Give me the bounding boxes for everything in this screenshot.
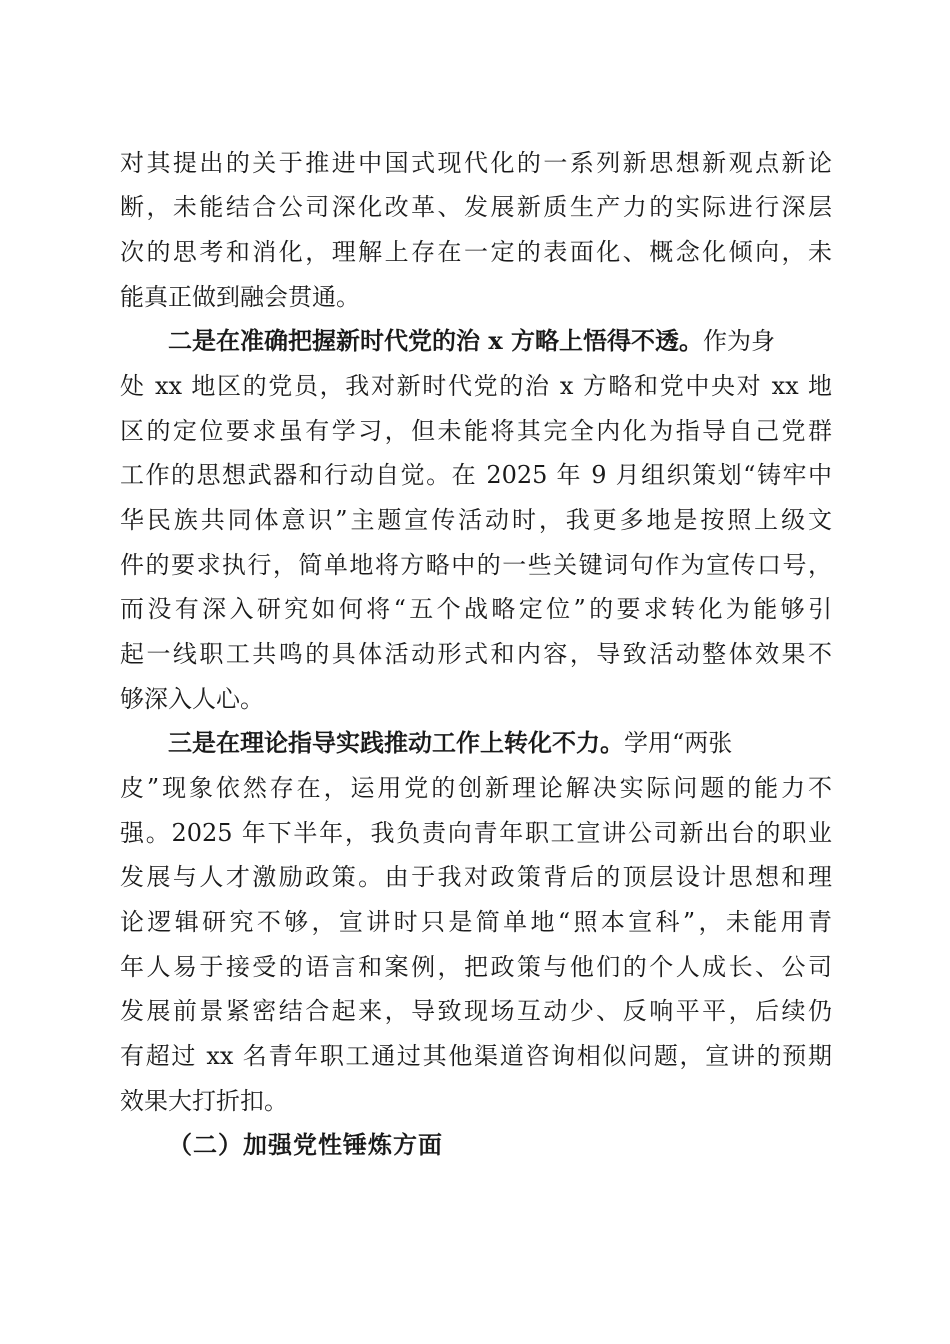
paragraph-3-line-7: 发展前景紧密结合起来，导致现场互动少、反响平平，后续仍: [120, 997, 832, 1025]
paragraph-3-line-1: [168, 728, 832, 758]
paragraph-2-line-8: 起一线职工共鸣的具体活动形式和内容，导致活动整体效果不: [120, 640, 832, 668]
paragraph-3-line-6: 年人易于接受的语言和案例，把政策与他们的个人成长、公司: [120, 953, 832, 981]
paragraph-2-line-1: [168, 326, 832, 356]
paragraph-2-line-5: 华民族共同体意识”主题宣传活动时，我更多地是按照上级文: [120, 506, 832, 534]
paragraph-1-line-3: 次的思考和消化，理解上存在一定的表面化、概念化倾向，未: [120, 238, 832, 266]
paragraph-2-line-2: 处 xx 地区的党员，我对新时代党的治 x 方略和党中央对 xx 地: [120, 372, 832, 400]
paragraph-3-lead: 三是在理论指导实践推动工作上转化不力。: [168, 728, 624, 757]
paragraph-3-line-3: 强。2025 年下半年，我负责向青年职工宣讲公司新出台的职业: [120, 819, 832, 847]
paragraph-2-line-3: 区的定位要求虽有学习，但未能将其完全内化为指导自己党群: [120, 417, 832, 445]
paragraph-2-line-7: 而没有深入研究如何将“五个战略定位”的要求转化为能够引: [120, 595, 832, 623]
paragraph-3-line-9: 效果大打折扣。: [120, 1087, 288, 1115]
paragraph-3-line-1-rest: 学用“两张: [624, 729, 733, 757]
paragraph-3-line-8: 有超过 xx 名青年职工通过其他渠道咨询相似问题，宣讲的预期: [120, 1042, 832, 1070]
paragraph-3-line-2: 皮”现象依然存在，运用党的创新理论解决实际问题的能力不: [120, 774, 832, 802]
paragraph-1-line-1: 对其提出的关于推进中国式现代化的一系列新思想新观点新论: [120, 149, 832, 177]
paragraph-3-line-4: 发展与人才激励政策。由于我对政策背后的顶层设计思想和理: [120, 863, 832, 891]
paragraph-2-line-4: 工作的思想武器和行动自觉。在 2025 年 9 月组织策划“铸牢中: [120, 461, 832, 489]
paragraph-3-line-5: 论逻辑研究不够，宣讲时只是简单地“照本宣科”，未能用青: [120, 908, 832, 936]
paragraph-2-line-6: 件的要求执行，简单地将方略中的一些关键词句作为宣传口号，: [120, 551, 832, 579]
paragraph-2-line-9: 够深入人心。: [120, 685, 264, 713]
paragraph-2-lead: 二是在准确把握新时代党的治 x 方略上悟得不透。: [168, 326, 704, 355]
paragraph-2-line-1-rest: 作为身: [703, 327, 776, 355]
paragraph-1-line-4: 能真正做到融会贯通。: [120, 283, 360, 311]
section-heading: （二）加强党性锤炼方面: [168, 1130, 443, 1159]
paragraph-1-line-2: 断，未能结合公司深化改革、发展新质生产力的实际进行深层: [120, 193, 832, 221]
